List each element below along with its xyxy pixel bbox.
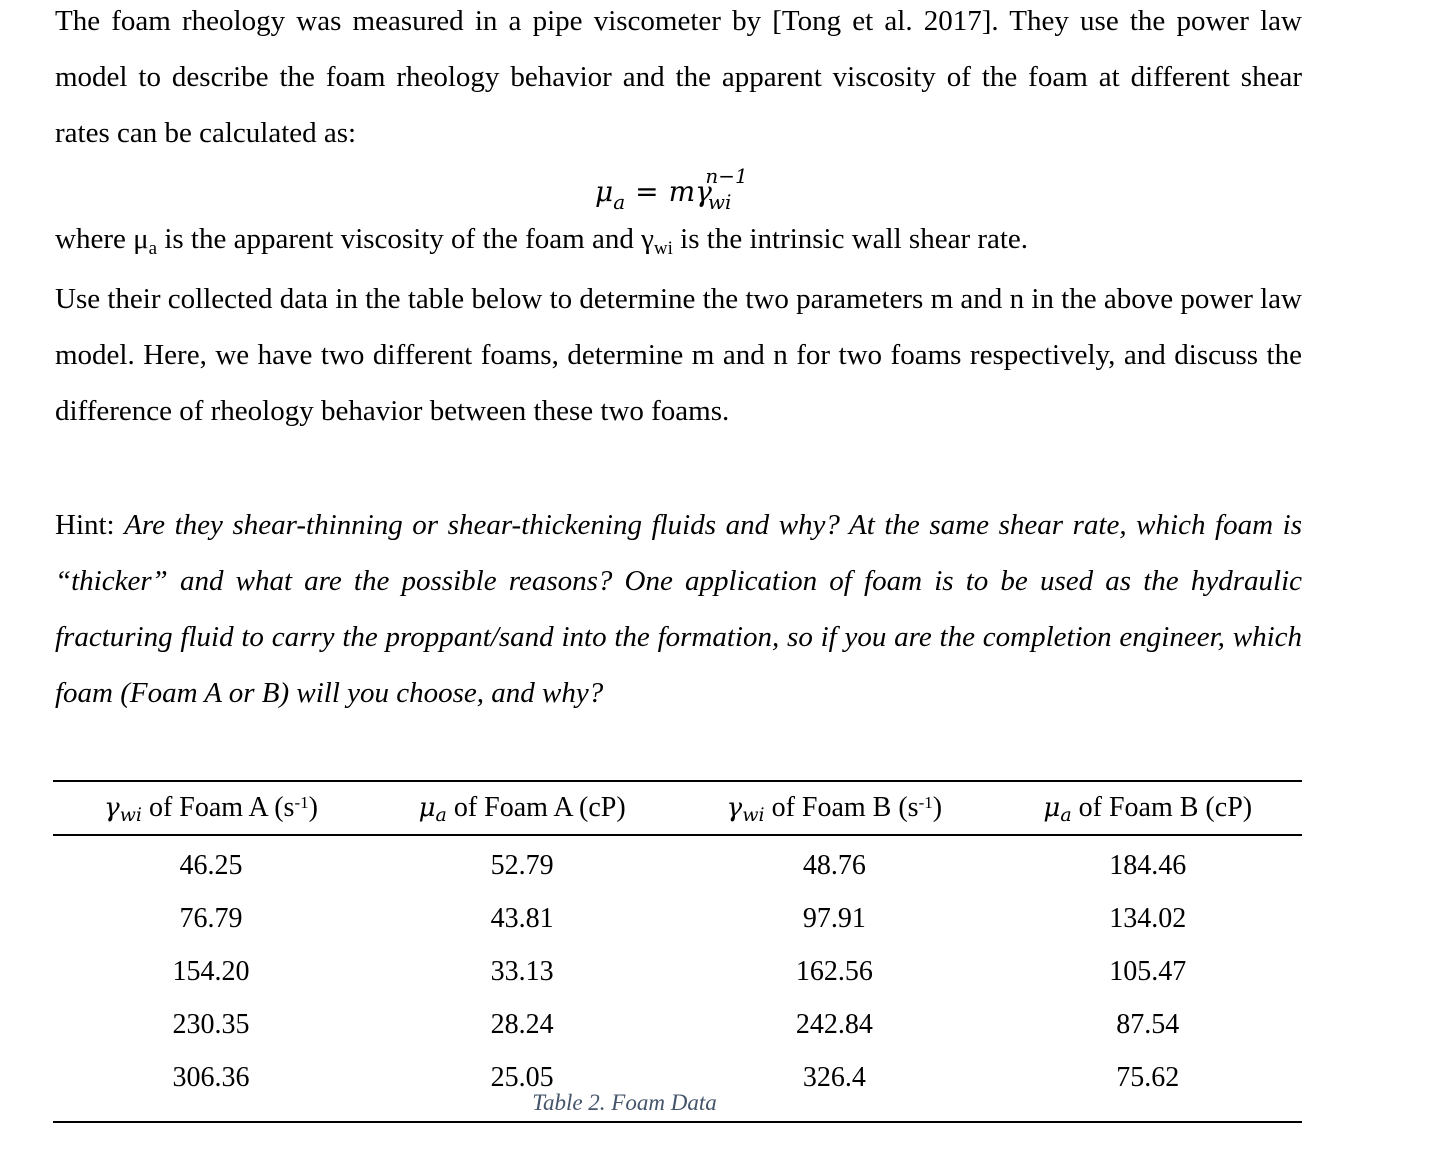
equation-expression [595,164,778,214]
header-text: of Foam A (cP) [446,792,626,823]
table-cell: 134.02 [1109,902,1187,934]
header-symbol-sub: wi [119,804,142,826]
header-text: of Foam A (s [141,792,295,823]
where-text-1: where μ [55,223,149,255]
power-law-equation [55,161,1302,219]
header-text: of Foam B (s [764,792,919,823]
header-text: of Foam B (cP) [1071,792,1253,823]
table-caption: Table 2. Foam Data [532,1090,717,1115]
header-close: ) [932,792,943,823]
equation-lhs-sub: a [613,190,626,214]
table-cell: 87.54 [1116,1008,1180,1040]
table-header-row [53,781,1302,835]
hint-label: Hint: [55,509,125,541]
column-header-1 [369,781,675,835]
equation-equals: = [635,175,659,208]
table-cell: 242.84 [795,1008,873,1040]
table-cell: 97.91 [802,902,866,934]
where-sub-1: a [148,238,158,259]
header-unit-sup: -1 [918,793,933,812]
where-paragraph [55,211,1302,271]
header-close: ) [308,792,318,823]
table-cell: 105.47 [1109,955,1187,987]
header-symbol: γ [104,793,120,823]
where-sub-2: wi [653,238,673,259]
table-row [53,998,1302,1051]
equation-lhs: μ [595,175,614,208]
header-symbol: γ [726,793,743,823]
table-cell: 48.76 [802,849,866,881]
table-cell: 326.4 [802,1061,866,1093]
table-cell: 46.25 [179,849,243,881]
table-cell: 52.79 [490,849,554,881]
task-paragraph: Use their collected data in the table below to determine the two parameters m and n in the above power law model. Here, we have two different foams, determine m and n for two foams respectively, and discuss the difference of rheology behavior between these two foams. [55,283,1302,427]
header-symbol-sub: a [1060,804,1072,826]
hint-paragraph [55,497,1302,721]
header-symbol: μ [1043,793,1061,823]
header-symbol-sub: wi [742,804,765,826]
intro-paragraph: The foam rheology was measured in a pipe viscometer by [Tong et al. 2017]. They use the power law model to describe the foam rheology behavior and the apparent viscosity of the foam at different shear rates can be calculated as: [55,5,1302,149]
equation-rhs: mγ [668,175,712,208]
header-symbol-sub: a [435,804,447,826]
document-body [55,0,1302,721]
column-header-0 [53,781,369,835]
table-cell: 230.35 [172,1008,250,1040]
table-row [53,835,1302,892]
table-body [53,835,1302,1122]
table-row [53,892,1302,945]
table-cell: 76.79 [179,902,243,934]
table-cell: 306.36 [172,1061,250,1093]
header-symbol: μ [418,793,436,823]
table-cell: 75.62 [1116,1061,1180,1093]
hint-text: Are they shear-thinning or shear-thickening fluids and why? At the same shear rate, which foam is “thicker” and what are the possible reasons? One application of foam is to be used as the hydraulic fracturing fluid to carry the proppant/sand into the formation, so if you are the completion engineer, which foam (Foam A or B) will you choose, and why? [55,509,1302,709]
where-text-2: is the apparent viscosity of the foam and γ [157,223,654,255]
column-header-2 [675,781,993,835]
foam-data-table-wrap [53,780,1302,1123]
column-header-3 [994,781,1302,835]
table-cell: 184.46 [1109,849,1187,881]
table-header [53,781,1302,835]
table-cell: 43.81 [490,902,554,934]
table-row [53,945,1302,998]
equation-rhs-sup: n−1 [705,164,748,188]
where-text-3: is the intrinsic wall shear rate. [672,223,1029,255]
header-unit-sup: -1 [294,793,309,812]
table-cell: 162.56 [795,955,873,987]
equation-rhs-sub: wi [707,190,732,214]
table-cell: 33.13 [490,955,554,987]
table-cell: 25.05 [490,1061,554,1093]
table-cell: 28.24 [490,1008,554,1040]
foam-data-table [53,780,1302,1123]
table-cell: 154.20 [172,955,250,987]
